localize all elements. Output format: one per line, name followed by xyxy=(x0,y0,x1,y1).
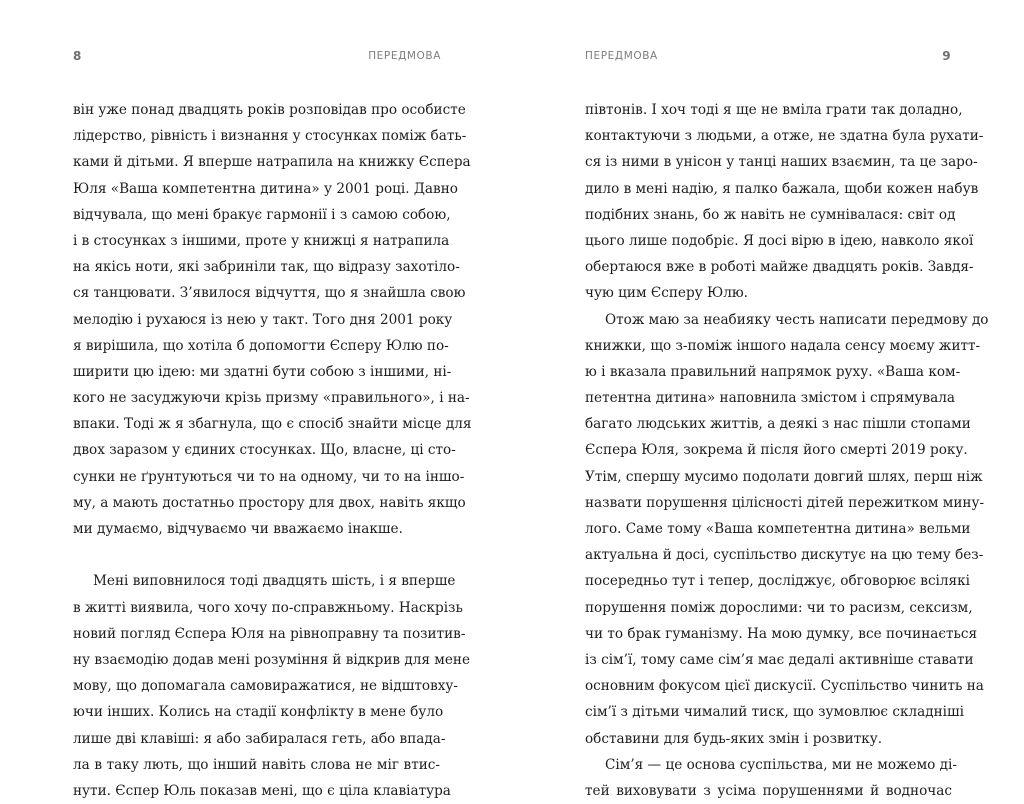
text-line: порушення поміж дорослими: чи то расизм, сексизм, xyxy=(585,599,973,616)
right-page xyxy=(571,0,989,799)
text-line: із сім’ї, тому саме сім’я має дедалі активніше ставати xyxy=(585,651,974,668)
text-line: обертаюся вже в роботі майже двадцять років. Завдя- xyxy=(585,259,974,276)
text-line: багато людських життів, а деякі з нас пішли стопами xyxy=(585,416,971,433)
left-page-body xyxy=(73,97,472,804)
text-line: обставини для будь-яких змін і розвитку. xyxy=(585,730,883,747)
text-line: контактуючи з людьми, а отже, не здатна була рухати- xyxy=(585,128,984,145)
text-line: ю і вказала правильний напрямок руху. «Ваша ком- xyxy=(585,363,961,380)
text-line: ми думаємо, відчуваємо чи вважаємо інакше. xyxy=(73,521,403,537)
running-title: ПЕРЕДМОВА xyxy=(368,50,441,62)
text-line: він уже понад двадцять років розповідав про особисте xyxy=(73,102,466,118)
text-line: назвати порушення цілісності дітей пережитком мину- xyxy=(585,494,985,511)
page-number: 9 xyxy=(942,49,951,63)
page-number: 8 xyxy=(73,49,82,63)
text-line: лише дві клавіші: я або забиралася геть, або впада- xyxy=(73,730,446,747)
text-line: кого не засуджуючи крізь призму «правильного», і на- xyxy=(73,390,470,407)
text-line: впаки. Тоді ж я збагнула, що є спосіб знайти місце для xyxy=(73,416,472,433)
text-line: чи то брак гуманізму. На мою думку, все починається xyxy=(585,625,978,642)
text-line: Сім’я — це основа суспільства, ми не можемо ді- xyxy=(605,756,957,773)
text-line: ками й дітьми. Я вперше натрапила на книжку Єспера xyxy=(73,154,471,171)
text-line: дило в мені надію, я палко бажала, щоби кожен набув xyxy=(585,180,979,197)
text-line: Єспера Юля, зокрема й після його смерті 2019 року. xyxy=(585,442,968,459)
right-page-header xyxy=(571,49,951,65)
left-page xyxy=(73,0,472,799)
text-line: відчувала, що мені бракує гармонії і з самою собою, xyxy=(73,206,451,223)
text-line: мелодію і рухаюся із нею у такт. Того дня 2001 року xyxy=(73,311,453,328)
right-page-body xyxy=(585,97,989,804)
text-line: подібних знань, бо ж навіть не сумнівалася: світ од xyxy=(585,206,956,223)
text-line: лідерство, рівність і визнання у стосунках поміж бать- xyxy=(73,128,467,145)
text-line: ся із ними в унісон у танці наших взаємин, та це заро- xyxy=(585,154,978,171)
text-line: сім’ї з дітьми чималий тиск, що зумовлює складніші xyxy=(585,704,964,721)
text-line: книжки, що з-поміж іншого надала сенсу моєму житт- xyxy=(585,337,981,354)
text-line: на якісь ноти, які забриніли так, що відразу захотіло- xyxy=(73,259,460,276)
text-line: ну взаємодію додав мені розуміння й відкрив для мене xyxy=(73,651,470,668)
left-page-header xyxy=(73,49,453,65)
text-line: Юля «Ваша компетентна дитина» у 2001 році. Давно xyxy=(73,180,458,197)
text-line: сунки не ґрунтуються чи то на одному, чи то на іншо- xyxy=(73,468,465,485)
text-line: му, а мають достатньо простору для двох, навіть якщо xyxy=(73,494,466,511)
text-line: ючи інших. Колись на стадії конфлікту в мене було xyxy=(73,704,444,721)
text-line: нути. Єспер Юль показав мені, що є ціла клавіатура xyxy=(73,782,451,799)
running-title: ПЕРЕДМОВА xyxy=(585,50,658,62)
text-line: півтонів. І хоч тоді я ще не вміла грати так доладно, xyxy=(585,102,963,118)
text-line: ширити цю ідею: ми здатні бути собою з іншими, ні- xyxy=(73,363,452,380)
text-line: Утім, спершу мусимо подолати довгий шлях, перш ніж xyxy=(585,468,983,485)
text-line: двох заразом у єдиних стосунках. Що, власне, ці сто- xyxy=(73,442,456,459)
text-line: Отож маю за неабияку честь написати передмову до xyxy=(605,311,989,328)
text-line: лого. Саме тому «Ваша компетентна дитина» вельми xyxy=(585,521,971,537)
text-line: актуальна й досі, суспільство дискутує на цю тему без- xyxy=(585,547,984,564)
text-line: в житті виявила, чого хочу по-справжньому. Наскрізь xyxy=(73,599,463,616)
text-line: петентна дитина» наповнила змістом і спрямувала xyxy=(585,390,956,407)
text-line: ся танцювати. З’явилося відчуття, що я знайшла свою xyxy=(73,285,466,302)
text-line: ла в таку лють, що інший навіть слова не міг втис- xyxy=(73,756,440,773)
text-line: тей виховувати з усіма порушеннями й водночас xyxy=(585,782,952,799)
text-line: і в стосунках з іншими, проте у книжці я натрапила xyxy=(73,232,450,249)
text-line: мову, що допомагала самовиражатися, не відштовху- xyxy=(73,678,459,695)
text-line: чую цим Єсперу Юлю. xyxy=(585,285,748,302)
text-line: новий погляд Єспера Юля на рівноправну та позитив- xyxy=(73,625,466,642)
text-line: Мені виповнилося тоді двадцять шість, і я вперше xyxy=(93,573,456,590)
text-line: посередньо тут і тепер, досліджує, обговорює всілякі xyxy=(585,573,970,590)
paragraph-break xyxy=(73,542,440,568)
text-line: цього лише подобріє. Я досі вірю в ідею, навколо якої xyxy=(585,232,974,249)
text-line: основним фокусом цієї дискусії. Суспільство чинить на xyxy=(585,678,984,695)
text-line: я вирішила, що хотіла б допомогти Єсперу Юлю по- xyxy=(73,337,449,354)
